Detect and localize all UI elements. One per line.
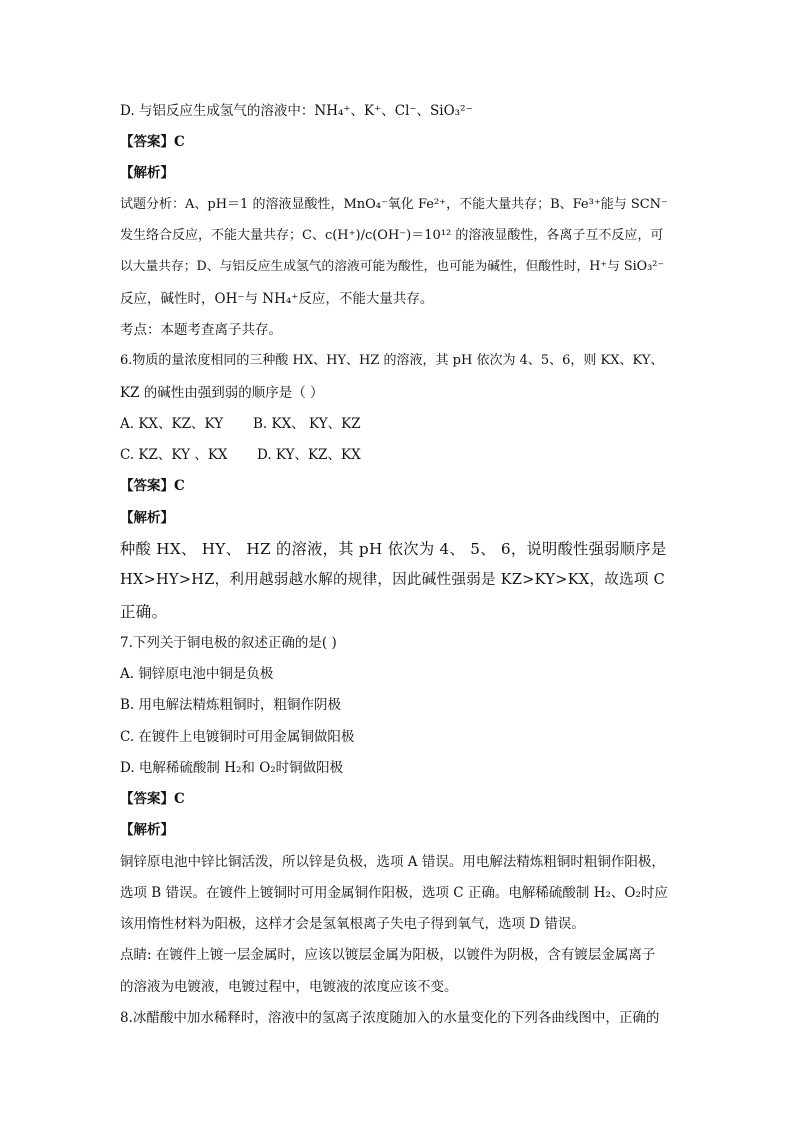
q5-answer: 【答案】C: [120, 134, 185, 150]
q6-option-b: B. KX、 KY、KZ: [253, 416, 361, 432]
q6-analysis-line: 正确。: [120, 603, 168, 621]
q7-stem: 7.下列关于铜电极的叙述正确的是( ): [120, 635, 337, 651]
q7-analysis-line: 铜锌原电池中锌比铜活泼，所以锌是负极，选项 A 错误。用电解法精炼粗铜时粗铜作阳极，: [120, 854, 665, 870]
q5-analysis-line: 试题分析：A、pH＝1 的溶液显酸性，MnO₄⁻氧化 Fe²⁺，不能大量共存；B、Fe³⁺能与 SCN⁻: [120, 197, 668, 212]
q6-option-d: D. KY、KZ、KX: [257, 447, 361, 463]
q8-stem: 8.冰醋酸中加水稀释时，溶液中的氢离子浓度随加入的水量变化的下列各曲线图中，正确的: [120, 1010, 660, 1026]
q7-analysis-line: 该用惰性材料为阳极，这样才会是氢氧根离子失电子得到氧气，选项 D 错误。: [120, 916, 585, 932]
q6-option-a: A. KX、KZ、KY: [120, 416, 224, 432]
q5-analysis-line: 反应，碱性时，OH⁻与 NH₄⁺反应，不能大量共存。: [120, 291, 434, 307]
q6-analysis-line: 种酸 HX、 HY、 HZ 的溶液，其 pH 依次为 4、 5、 6，说明酸性强弱顺序是: [120, 540, 667, 558]
q7-analysis-heading: 【解析】: [120, 822, 174, 838]
q6-answer: 【答案】C: [120, 478, 185, 494]
q7-answer: 【答案】C: [120, 791, 185, 807]
q6-analysis-line: HX>HY>HZ，利用越弱越水解的规律，因此碱性强弱是 KZ>KY>KX，故选项 C: [120, 572, 665, 588]
q7-option-c: C. 在镀件上电镀铜时可用金属铜做阳极: [120, 729, 355, 745]
q5-analysis-line: 发生络合反应，不能大量共存；C、c(H⁺)/c(OH⁻)＝10¹² 的溶液显酸性，各离子互不反应，可: [120, 228, 664, 243]
q5-analysis-line: 以大量共存；D、与铝反应生成氢气的溶液可能为酸性，也可能为碱性，但酸性时，H⁺与 SiO₃²⁻: [120, 259, 665, 274]
q7-dianjing-line: 的溶液为电镀液，电镀过程中，电镀液的浓度应该不变。: [120, 979, 458, 995]
q6-analysis-heading: 【解析】: [120, 510, 174, 526]
q5-option-d: D. 与铝反应生成氢气的溶液中：NH₄⁺、K⁺、Cl⁻、SiO₃²⁻: [120, 103, 473, 119]
q5-analysis-heading: 【解析】: [120, 165, 174, 181]
q5-kaodian: 考点：本题考查离子共存。: [120, 322, 282, 338]
q7-option-d: D. 电解稀硫酸制 H₂和 O₂时铜做阳极: [120, 760, 344, 776]
q6-option-c: C. KZ、KY 、KX: [120, 447, 228, 463]
q6-stem-line: KZ 的碱性由强到弱的顺序是（ ）: [120, 385, 324, 401]
q7-option-a: A. 铜锌原电池中铜是负极: [120, 666, 274, 682]
q7-option-b: B. 用电解法精炼粗铜时，粗铜作阴极: [120, 697, 342, 713]
q6-stem-line: 6.物质的量浓度相同的三种酸 HX、HY、HZ 的溶液，其 pH 依次为 4、5、6，则 KX、KY、: [120, 353, 664, 368]
q7-dianjing-line: 点睛: 在镀件上镀一层金属时，应该以镀层金属为阳极，以镀件为阴极，含有镀层金属离子: [120, 947, 656, 963]
q7-analysis-line: 选项 B 错误。在镀件上镀铜时可用金属铜作阳极，选项 C 正确。电解稀硫酸制 H₂、O₂时应: [120, 885, 668, 901]
